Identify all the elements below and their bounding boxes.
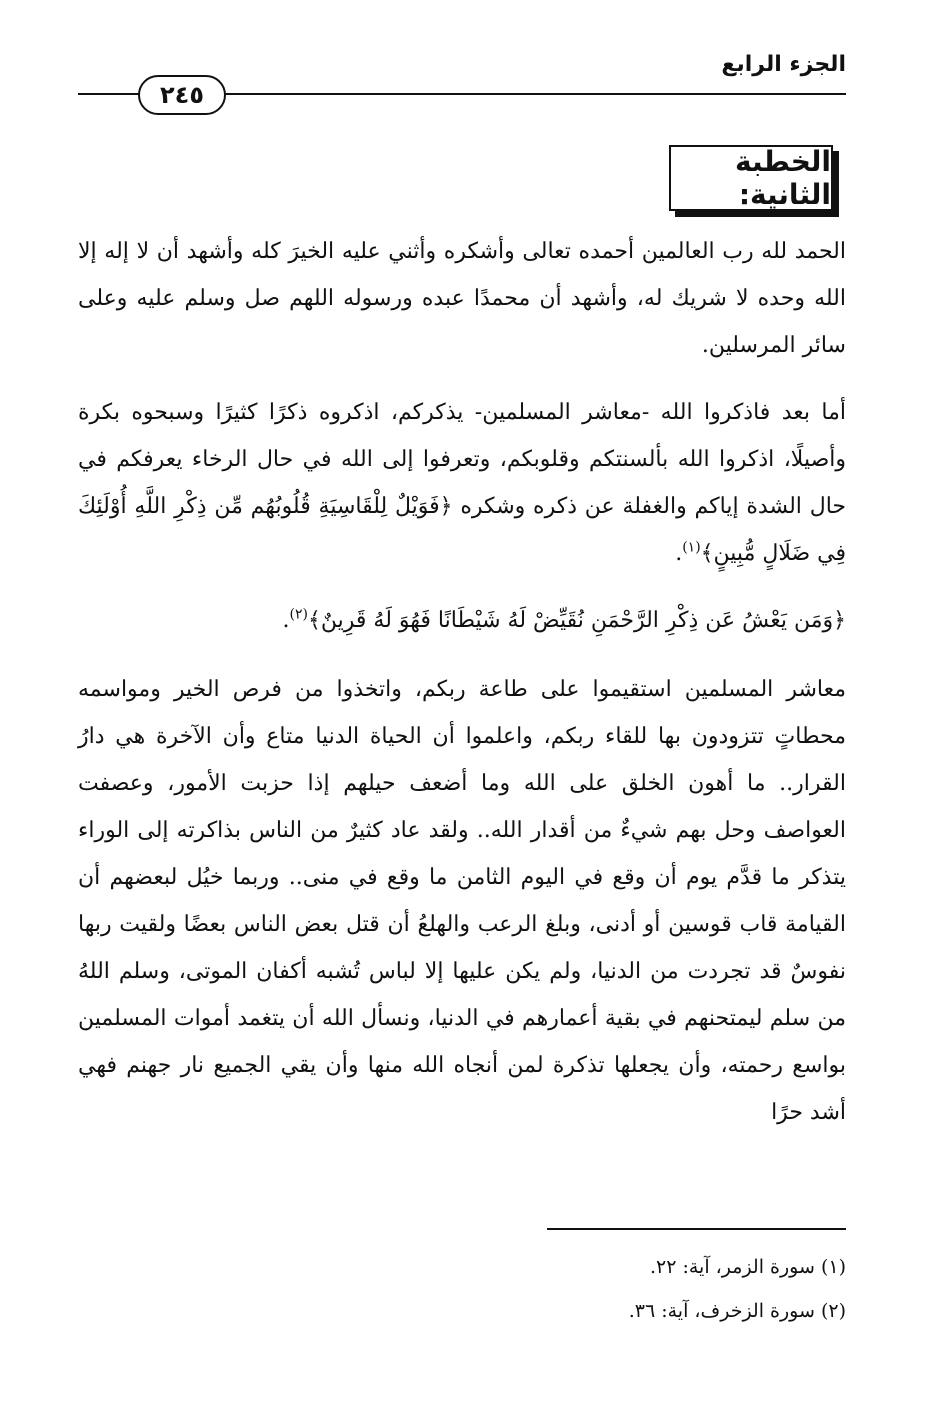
paragraph: أما بعد فاذكروا الله -معاشر المسلمين- يذكركم، اذكروه ذكرًا كثيرًا وسبحوه بكرة وأصيلًا، اذكروا الله بألسنتكم وقلوبكم، وتعرفوا إلى الله في حال الرخاء يعرفكم في حال الشدة إياكم والغفلة عن ذكره وشكره ﴿فَوَيْلٌ لِلْقَاسِيَةِ قُلُوبُهُم مِّن ذِكْرِ اللَّهِ أُوْلَئِكَ فِي ضَلَالٍ مُّبِينٍ﴾$^{(١)}$.	[78, 400, 846, 566]
footnote-marker: (١)	[682, 539, 701, 556]
paragraph: معاشر المسلمين استقيموا على طاعة ربكم، واتخذوا من فرص الخير ومواسمه محطاتٍ تتزودون بها للقاء ربكم، واعلموا أن الحياة الدنيا متاع وأن الآخرة هي دارُ القرار.. ما أهون الخلق على الله وما أضعف حيلهم إذا حزبت الأمور، وعصفت العواصف وحل بهم شيءٌ من أقدار الله.. ولقد عاد كثيرٌ من الناس بذاكرته إلى الوراء يتذكر ما قدَّم يوم أن وقع في اليوم الثامن ما وقع في منى.. وربما خيُل لبعضهم أن القيامة قاب قوسين أو أدنى، وبلغ الرعب والهلعُ أن قتل بعض الناس بعضًا ولقيت ربها نفوسٌ قد تجردت من الدنيا، ولم يكن عليها إلا لباس تُشبه أكفان الموتى، وسلم اللهُ من سلم ليمتحنهم في بقية أعمارهم في الدنيا، ونسأل الله أن يتغمد أموات المسلمين بواسع رحمته، وأن يجعلها تذكرة لمن أنجاه الله منها وأن يقي الجميع نار جهنم فهي أشد حرًا	[78, 677, 847, 1125]
footnote-marker: (٢)	[289, 606, 308, 623]
footnote-rule	[547, 1228, 846, 1230]
paragraph: الحمد لله رب العالمين أحمده تعالى وأشكره وأثني عليه الخيرَ كله وأشهد أن لا إله إلا الله وحده لا شريك له، وأشهد أن محمدًا عبده ورسوله اللهم صل وسلم عليه وعلى سائر المرسلين.	[78, 239, 846, 358]
running-header-title: الجزء الرابع	[721, 52, 846, 77]
body-text	[78, 228, 846, 1156]
section-title: الخطبة الثانية:	[669, 145, 833, 211]
footnote-item: (١) سورة الزمر، آية: ٢٢.	[649, 1256, 846, 1278]
page-number: ٢٤٥	[138, 75, 226, 115]
footnotes	[346, 1245, 846, 1333]
quran-verse: ﴿وَمَن يَعْشُ عَن ذِكْرِ الرَّحْمَنِ نُقَيِّضْ لَهُ شَيْطَانًا فَهُوَ لَهُ قَرِينٌ﴾$^{(٢)}$.	[282, 606, 846, 633]
footnote-item: (٢) سورة الزخرف، آية: ٣٦.	[628, 1300, 846, 1322]
